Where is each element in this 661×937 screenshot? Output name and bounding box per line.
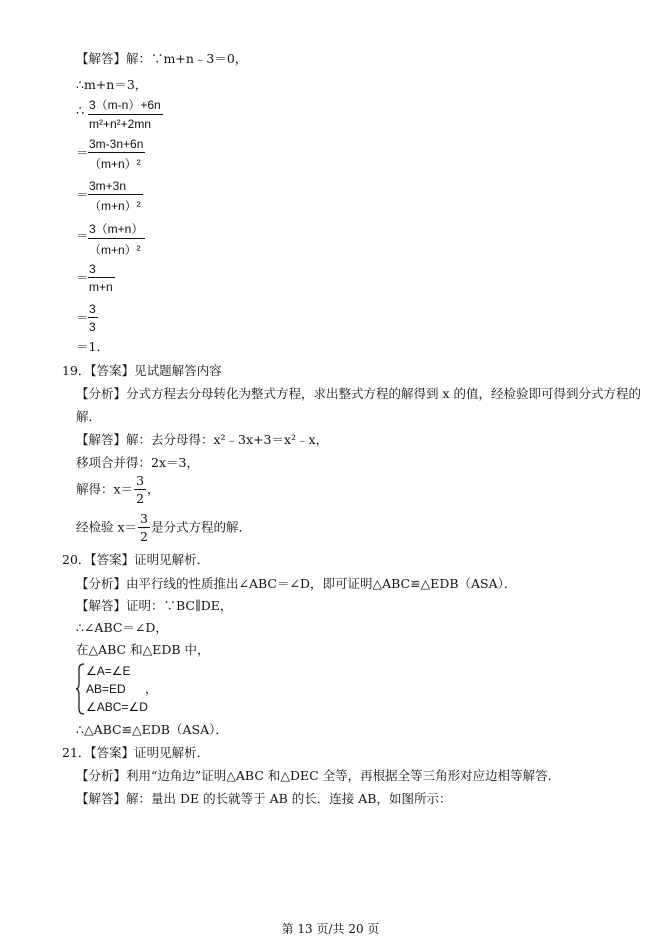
q20-system-line-3: ∠ABC=∠D: [86, 700, 148, 714]
therefore-symbol: ∴: [76, 104, 85, 119]
fraction-6-numerator: 3: [89, 302, 96, 316]
fraction-6: [88, 302, 98, 334]
result-line: ＝1．: [76, 339, 109, 354]
fraction-3: [88, 179, 143, 214]
equals-sign: ＝: [76, 145, 89, 160]
fraction-4-denominator: （m+n）²: [89, 243, 141, 257]
fraction-2-numerator: 3m-3n+6n: [89, 137, 144, 151]
solution-line-1: 【解答】解：∵m+n﹣3＝0，: [76, 51, 248, 66]
fraction-5-denominator: m+n: [89, 280, 113, 294]
fraction-2: [88, 137, 145, 172]
q21-solution: 【解答】解：量出 DE 的长就等于 AB 的长．连接 AB，如图所示：: [76, 791, 452, 806]
fraction-6-denominator: 3: [89, 320, 96, 334]
fraction-2-denominator: （m+n）²: [89, 157, 141, 171]
q20-system-comma: ，: [145, 681, 158, 696]
fraction-3-denominator: （m+n）²: [89, 199, 141, 213]
q19-solution-line-3: [76, 474, 160, 506]
q19-solution-4-numerator: 3: [140, 511, 148, 526]
page-footer: 第 13 页/共 20 页: [281, 922, 380, 936]
left-brace-icon: [76, 663, 86, 715]
q19-analysis-line-2: 解．: [76, 409, 102, 424]
q19-solution-line-1: 【解答】解：去分母得：x²﹣3x+3＝x²﹣x，: [76, 432, 329, 447]
fraction-1-denominator: m²+n²+2mn: [89, 117, 152, 131]
q21-heading: 21．【答案】证明见解析．: [62, 745, 210, 760]
q20-heading: 20．【答案】证明见解析．: [62, 552, 210, 567]
q20-system-line-1: ∠A=∠E: [86, 664, 131, 678]
fraction-5: [88, 262, 115, 294]
fraction-4: [88, 220, 145, 258]
q19-solution-line-2: 移项合并得：2x＝3，: [76, 455, 199, 470]
q20-solution-line-2: ∴∠ABC＝∠D，: [76, 620, 168, 635]
q19-solution-4-denominator: 2: [140, 528, 148, 544]
equals-sign: ＝: [76, 310, 89, 325]
q20-solution-line-4: ∴△ABC≌△EDB（ASA）．: [76, 722, 228, 737]
q20-system-line-2: AB=ED: [86, 682, 126, 696]
q19-analysis-line-1: 【分析】分式方程去分母转化为整式方程，求出整式方程的解得到 x 的值，经检验即可得到分式方程的: [76, 386, 641, 401]
q20-solution-line-3: 在△ABC 和△EDB 中，: [76, 642, 210, 657]
fraction-1-numerator: 3（m-n）+6n: [88, 96, 163, 115]
fraction-5-numerator: 3: [88, 262, 115, 278]
equals-sign: ＝: [76, 187, 89, 202]
q19-solution-line-3-prefix: 解得：x＝: [76, 481, 134, 497]
q19-solution-line-4: [76, 512, 251, 544]
q21-analysis: 【分析】利用“边角边”证明△ABC 和△DEC 全等，再根据全等三角形对应边相等解答．: [76, 768, 561, 783]
q19-solution-4-fraction: [138, 512, 150, 544]
q19-solution-3-numerator: 3: [136, 473, 145, 488]
q20-solution-line-1: 【解答】证明：∵BC∥DE，: [76, 598, 233, 613]
fraction-3-numerator: 3m+3n: [88, 179, 143, 195]
fraction-1: [88, 96, 163, 131]
q19-heading: 19．【答案】见试题解答内容: [62, 363, 222, 378]
q19-solution-3-denominator: 2: [136, 490, 145, 506]
q20-analysis: 【分析】由平行线的性质推出∠ABC＝∠D，即可证明△ABC≌△EDB（ASA）．: [76, 576, 517, 591]
equals-sign: ＝: [76, 228, 89, 243]
q19-solution-3-fraction: [134, 474, 146, 506]
fraction-4-numerator: 3（m+n）: [88, 220, 145, 239]
q19-solution-line-4-suffix: 是分式方程的解．: [150, 519, 251, 535]
equals-sign: ＝: [76, 270, 89, 285]
q19-solution-line-3-suffix: ，: [147, 481, 160, 497]
q19-solution-line-4-prefix: 经检验 x＝: [76, 519, 138, 535]
solution-line-2: ∴m+n＝3，: [76, 77, 148, 92]
